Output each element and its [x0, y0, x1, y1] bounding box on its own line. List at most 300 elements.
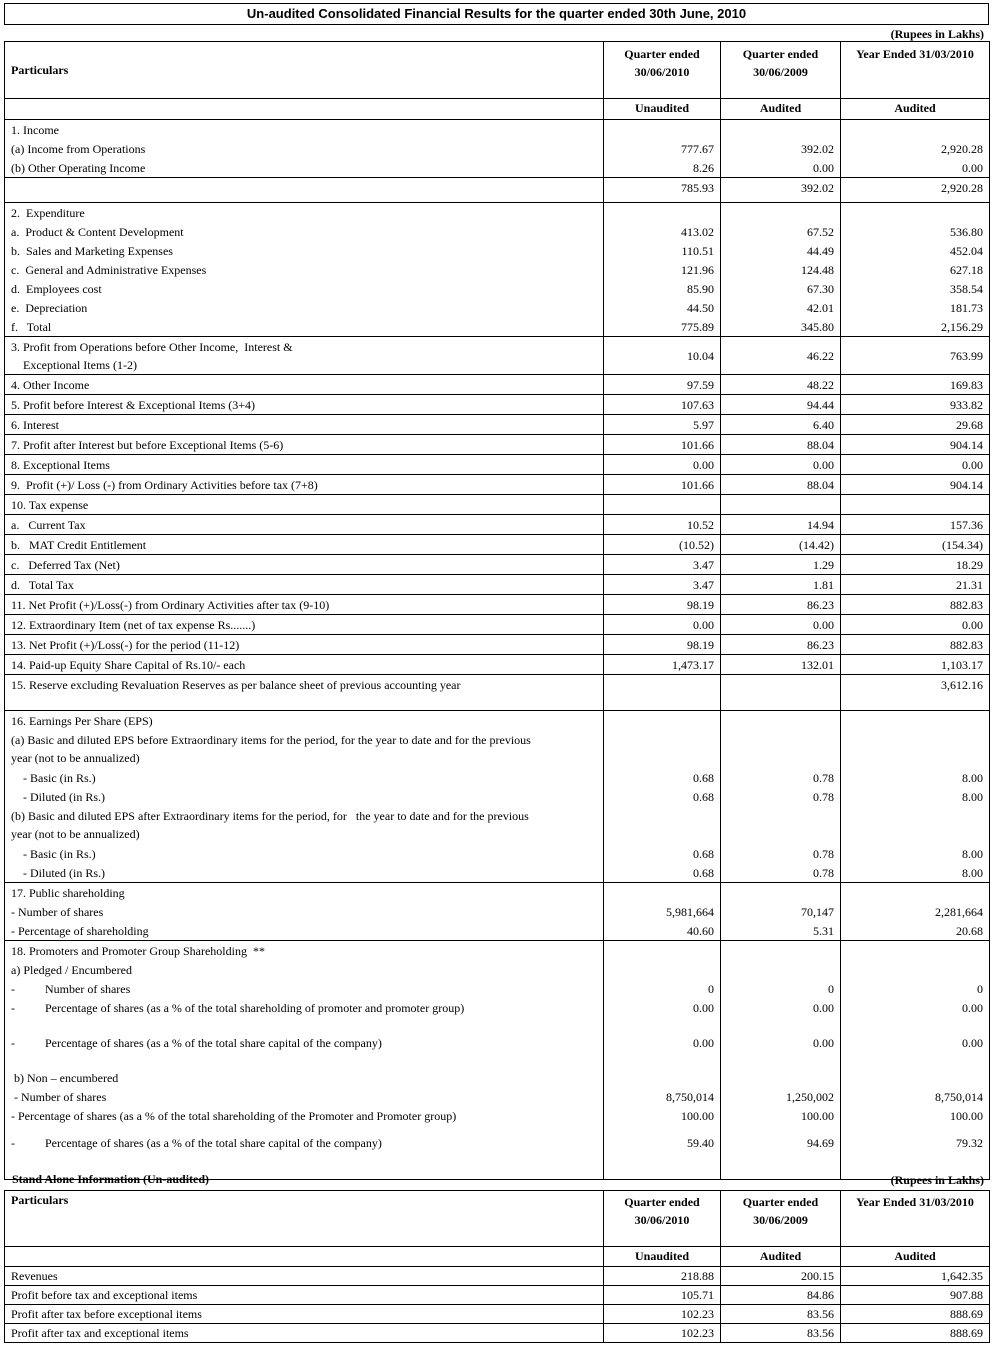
row-value-col2: 0.00 — [721, 1033, 841, 1068]
row-value-col3: 0.00 — [841, 1033, 990, 1068]
col1-header: Quarter ended 30/06/2010 — [604, 42, 721, 99]
report-title: Un-audited Consolidated Financial Results for the quarter ended 30th June, 2010 — [4, 3, 989, 25]
row-value-col2: 44.49 — [721, 241, 841, 260]
table-row — [5, 515, 990, 535]
table-row — [5, 435, 990, 455]
row-value-col2 — [721, 203, 841, 223]
table-row — [5, 863, 990, 883]
standalone-row-label: Profit after tax before exceptional items — [5, 1305, 604, 1324]
row-label — [5, 495, 604, 515]
row-value-col2: 86.23 — [721, 635, 841, 655]
table-row — [5, 921, 990, 941]
row-value-col1 — [604, 960, 721, 979]
row-value-col1: 0.00 — [604, 455, 721, 475]
row-label-text: (a) Income from Operations — [11, 142, 146, 156]
row-value-col1: 110.51 — [604, 241, 721, 260]
table-row — [5, 158, 990, 178]
row-value-col3: 2,920.28 — [841, 139, 990, 158]
row-label — [5, 883, 604, 903]
row-label — [5, 475, 604, 495]
row-value-col2: 88.04 — [721, 435, 841, 455]
row-value-col3 — [841, 806, 990, 844]
row-value-col2: 0.78 — [721, 768, 841, 787]
row-label-text: b. Sales and Marketing Expenses — [11, 244, 173, 258]
col3-status: Audited — [841, 99, 990, 120]
row-label-text: c. General and Administrative Expenses — [11, 263, 207, 277]
row-value-col1: 40.60 — [604, 921, 721, 941]
row-value-col1: 3.47 — [604, 575, 721, 595]
row-value-col2: 392.02 — [721, 178, 841, 203]
table-row — [5, 979, 990, 998]
row-label — [5, 787, 604, 806]
row-value-col1: (10.52) — [604, 535, 721, 555]
row-label — [5, 635, 604, 655]
row-value-col2: 6.40 — [721, 415, 841, 435]
row-label — [5, 768, 604, 787]
row-value-col3: 452.04 — [841, 241, 990, 260]
row-label — [5, 941, 604, 961]
row-value-col2: 67.52 — [721, 222, 841, 241]
row-label — [5, 139, 604, 158]
table-row — [5, 711, 990, 731]
table-row — [5, 655, 990, 675]
unit-note: (Rupees in Lakhs) — [890, 27, 984, 41]
row-label-text: 7. Profit after Interest but before Exceptional Items (5-6) — [11, 438, 284, 452]
row-value-col2: 46.22 — [721, 337, 841, 375]
row-value-col1: 3.47 — [604, 555, 721, 575]
row-value-col3 — [841, 120, 990, 140]
row-value-col1: 413.02 — [604, 222, 721, 241]
row-value-col3: 8.00 — [841, 768, 990, 787]
row-label-text: - Percentage of shares (as a % of the total shareholding of the Promoter and Promoter group) — [11, 1109, 457, 1123]
table-row — [5, 535, 990, 555]
row-label-text: a. Product & Content Development — [11, 225, 184, 239]
row-label — [5, 375, 604, 395]
table-row — [5, 675, 990, 711]
row-label-text: e. Depreciation — [11, 301, 88, 315]
row-label-text: d. Employees cost — [11, 282, 102, 296]
status-blank — [5, 99, 604, 120]
row-label — [5, 260, 604, 279]
row-label — [5, 730, 604, 768]
standalone-value-col2: 84.86 — [721, 1286, 841, 1305]
row-value-col1: 0.68 — [604, 787, 721, 806]
row-value-col1 — [604, 883, 721, 903]
row-value-col2: 86.23 — [721, 595, 841, 615]
standalone-value-col1: 105.71 — [604, 1286, 721, 1305]
table-row — [5, 317, 990, 337]
row-label — [5, 158, 604, 178]
row-label — [5, 806, 604, 844]
table-row — [5, 615, 990, 635]
row-label — [5, 675, 604, 711]
row-value-col2: 0.78 — [721, 787, 841, 806]
table-row — [5, 475, 990, 495]
table-row — [5, 768, 990, 787]
row-value-col1: 0.00 — [604, 1033, 721, 1068]
row-value-col3: 79.32 — [841, 1133, 990, 1179]
row-value-col3: 0.00 — [841, 998, 990, 1033]
row-value-col1: 59.40 — [604, 1133, 721, 1179]
row-value-col3: 181.73 — [841, 298, 990, 317]
row-value-col3 — [841, 941, 990, 961]
table-row — [5, 1106, 990, 1133]
row-value-col1: 98.19 — [604, 635, 721, 655]
table-row — [5, 178, 990, 203]
row-label-text: a. Current Tax — [11, 518, 86, 532]
row-value-col2: 94.44 — [721, 395, 841, 415]
standalone-col1-status: Unaudited — [604, 1247, 721, 1267]
row-value-col1: 8,750,014 — [604, 1087, 721, 1106]
row-value-col1: 5,981,664 — [604, 902, 721, 921]
row-value-col1: 785.93 — [604, 178, 721, 203]
table-row — [5, 241, 990, 260]
row-label-text: (b) Basic and diluted EPS after Extraordinary items for the period, for the year to date and for the previous — [11, 809, 529, 823]
row-value-col2: 0.78 — [721, 844, 841, 863]
row-label-text: 11. Net Profit (+)/Loss(-) from Ordinary Activities after tax (9-10) — [11, 598, 330, 612]
row-label-text: a) Pledged / Encumbered — [11, 963, 132, 977]
row-label-text: f. Total — [11, 320, 52, 334]
table-row — [5, 998, 990, 1033]
row-label-text: - Number of shares — [11, 1090, 107, 1104]
table-row — [5, 1087, 990, 1106]
row-value-col2: 94.69 — [721, 1133, 841, 1179]
row-value-col3 — [841, 730, 990, 768]
table-row — [5, 555, 990, 575]
standalone-row — [5, 1286, 990, 1305]
row-label-text: - Basic (in Rs.) — [23, 847, 96, 861]
row-value-col3: 904.14 — [841, 435, 990, 455]
row-label-text: - Number of shares — [11, 905, 104, 919]
row-label — [5, 415, 604, 435]
table-row — [5, 575, 990, 595]
row-label-text: b) Non – encumbered — [11, 1071, 119, 1085]
standalone-value-col3: 888.69 — [841, 1305, 990, 1324]
row-value-col1: 101.66 — [604, 435, 721, 455]
particulars-header: Particulars — [5, 42, 604, 99]
row-label-text: 18. Promoters and Promoter Group Shareholding ** — [11, 944, 265, 958]
row-value-col3: 8.00 — [841, 863, 990, 883]
row-label-text: b. MAT Credit Entitlement — [11, 538, 147, 552]
row-value-col2: 124.48 — [721, 260, 841, 279]
row-label — [5, 902, 604, 921]
row-value-col1 — [604, 806, 721, 844]
row-value-col1: 5.97 — [604, 415, 721, 435]
row-value-col3: 2,920.28 — [841, 178, 990, 203]
row-label — [5, 575, 604, 595]
standalone-value-col1: 102.23 — [604, 1324, 721, 1343]
row-label — [5, 535, 604, 555]
row-value-col1: 85.90 — [604, 279, 721, 298]
row-value-col3: 2,281,664 — [841, 902, 990, 921]
row-label-text: 6. Interest — [11, 418, 59, 432]
col1-status: Unaudited — [604, 99, 721, 120]
row-value-col3: 904.14 — [841, 475, 990, 495]
row-label — [5, 435, 604, 455]
table-row — [5, 455, 990, 475]
row-value-col3: 0.00 — [841, 158, 990, 178]
row-label — [5, 222, 604, 241]
row-value-col2 — [721, 883, 841, 903]
row-value-col3: 933.82 — [841, 395, 990, 415]
row-value-col3: 882.83 — [841, 635, 990, 655]
row-value-col1 — [604, 495, 721, 515]
row-value-col3: 882.83 — [841, 595, 990, 615]
standalone-row-label: Profit after tax and exceptional items — [5, 1324, 604, 1343]
table-row — [5, 902, 990, 921]
table-row — [5, 787, 990, 806]
table-row — [5, 960, 990, 979]
standalone-value-col1: 218.88 — [604, 1267, 721, 1286]
row-label-text: 1. Income — [11, 123, 59, 137]
row-label-text: 5. Profit before Interest & Exceptional Items (3+4) — [11, 398, 256, 412]
standalone-unit-note: (Rupees in Lakhs) — [890, 1173, 984, 1187]
row-value-col2: 392.02 — [721, 139, 841, 158]
row-value-col2: 67.30 — [721, 279, 841, 298]
row-value-col3: 8.00 — [841, 844, 990, 863]
table-row — [5, 260, 990, 279]
row-value-col2: 1.81 — [721, 575, 841, 595]
standalone-row-label: Revenues — [5, 1267, 604, 1286]
row-label — [5, 1068, 604, 1087]
row-value-col2: 48.22 — [721, 375, 841, 395]
row-label-text-line2: Exceptional Items (1-2) — [23, 358, 137, 372]
standalone-row — [5, 1267, 990, 1286]
row-value-col2 — [721, 711, 841, 731]
row-label-text: - Percentage of shares (as a % of the total share capital of the company) — [11, 1136, 382, 1150]
row-value-col2 — [721, 960, 841, 979]
row-value-col2 — [721, 806, 841, 844]
row-label-text-line2: year (not to be annualized) — [11, 827, 140, 841]
row-label — [5, 395, 604, 415]
col3-header: Year Ended 31/03/2010 — [841, 42, 990, 99]
row-label-text: 4. Other Income — [11, 378, 90, 392]
row-label — [5, 241, 604, 260]
row-label — [5, 455, 604, 475]
row-value-col2: 345.80 — [721, 317, 841, 337]
row-value-col1: 0.68 — [604, 768, 721, 787]
row-label — [5, 515, 604, 535]
row-value-col1: 0.68 — [604, 844, 721, 863]
standalone-col1-header: Quarter ended 30/06/2010 — [604, 1191, 721, 1247]
row-value-col2 — [721, 1068, 841, 1087]
row-value-col2: 5.31 — [721, 921, 841, 941]
row-value-col1: 8.26 — [604, 158, 721, 178]
row-value-col2: 70,147 — [721, 902, 841, 921]
row-value-col2 — [721, 730, 841, 768]
row-value-col3: 0 — [841, 979, 990, 998]
row-value-col3: 8,750,014 — [841, 1087, 990, 1106]
row-label-text: 12. Extraordinary Item (net of tax expense Rs.......) — [11, 618, 256, 632]
standalone-header-row — [5, 1191, 990, 1247]
standalone-value-col3: 1,642.35 — [841, 1267, 990, 1286]
row-label — [5, 1106, 604, 1133]
row-value-col1 — [604, 941, 721, 961]
standalone-row-label: Profit before tax and exceptional items — [5, 1286, 604, 1305]
row-value-col3: 157.36 — [841, 515, 990, 535]
row-value-col1 — [604, 120, 721, 140]
row-label — [5, 298, 604, 317]
row-value-col1: 98.19 — [604, 595, 721, 615]
row-label-text: 16. Earnings Per Share (EPS) — [11, 714, 153, 728]
row-label-text: 3. Profit from Operations before Other Income, Interest & — [11, 340, 293, 354]
row-value-col3: 1,103.17 — [841, 655, 990, 675]
table-row — [5, 395, 990, 415]
table-row — [5, 844, 990, 863]
table-row — [5, 139, 990, 158]
row-value-col2: 1.29 — [721, 555, 841, 575]
row-value-col2: 0 — [721, 979, 841, 998]
row-value-col1: 10.04 — [604, 337, 721, 375]
row-value-col3: 536.80 — [841, 222, 990, 241]
row-value-col3: (154.34) — [841, 535, 990, 555]
row-label — [5, 120, 604, 140]
row-label-text: - Percentage of shareholding — [11, 924, 149, 938]
row-label-text: (a) Basic and diluted EPS before Extraordinary items for the period, for the year to date and for the previous — [11, 733, 531, 747]
row-value-col2 — [721, 941, 841, 961]
row-value-col2: 14.94 — [721, 515, 841, 535]
table-row — [5, 298, 990, 317]
col2-status: Audited — [721, 99, 841, 120]
status-row — [5, 99, 990, 120]
row-label — [5, 844, 604, 863]
row-value-col1: 10.52 — [604, 515, 721, 535]
row-value-col1: 1,473.17 — [604, 655, 721, 675]
row-label — [5, 960, 604, 979]
row-value-col1: 107.63 — [604, 395, 721, 415]
table-row — [5, 375, 990, 395]
row-value-col3: 0.00 — [841, 615, 990, 635]
row-value-col3: 3,612.16 — [841, 675, 990, 711]
row-value-col2: 42.01 — [721, 298, 841, 317]
table-row — [5, 337, 990, 375]
row-value-col3: 21.31 — [841, 575, 990, 595]
standalone-col2-header: Quarter ended 30/06/2009 — [721, 1191, 841, 1247]
row-value-col1: 0 — [604, 979, 721, 998]
standalone-value-col2: 83.56 — [721, 1305, 841, 1324]
row-value-col2: 0.00 — [721, 615, 841, 635]
row-label-text: d. Total Tax — [11, 578, 74, 592]
standalone-col3-header: Year Ended 31/03/2010 — [841, 1191, 990, 1247]
row-value-col1 — [604, 730, 721, 768]
row-value-col2: 0.00 — [721, 998, 841, 1033]
standalone-particulars-header: Particulars — [5, 1191, 604, 1247]
row-value-col1 — [604, 1068, 721, 1087]
row-value-col2: 0.00 — [721, 455, 841, 475]
row-value-col1: 0.68 — [604, 863, 721, 883]
row-label-text: 15. Reserve excluding Revaluation Reserves as per balance sheet of previous accounting year — [11, 678, 461, 692]
row-value-col3: 627.18 — [841, 260, 990, 279]
row-value-col1: 121.96 — [604, 260, 721, 279]
standalone-status-blank — [5, 1247, 604, 1267]
row-value-col1 — [604, 203, 721, 223]
row-label — [5, 979, 604, 998]
table-row — [5, 415, 990, 435]
header-row — [5, 42, 990, 99]
row-label — [5, 317, 604, 337]
row-label — [5, 711, 604, 731]
table-row — [5, 279, 990, 298]
standalone-value-col2: 200.15 — [721, 1267, 841, 1286]
table-row — [5, 1068, 990, 1087]
row-value-col3: 169.83 — [841, 375, 990, 395]
row-value-col1: 101.66 — [604, 475, 721, 495]
row-value-col1: 775.89 — [604, 317, 721, 337]
row-value-col3 — [841, 495, 990, 515]
row-label-text: - Number of shares — [11, 982, 131, 996]
row-label-text: 10. Tax expense — [11, 498, 89, 512]
table-row — [5, 883, 990, 903]
row-value-col2 — [721, 495, 841, 515]
row-value-col3: 763.99 — [841, 337, 990, 375]
row-value-col1: 0.00 — [604, 998, 721, 1033]
row-value-col1 — [604, 711, 721, 731]
row-value-col3: 29.68 — [841, 415, 990, 435]
table-row — [5, 1033, 990, 1068]
row-label-text: 9. Profit (+)/ Loss (-) from Ordinary Activities before tax (7+8) — [11, 478, 318, 492]
row-value-col3: 2,156.29 — [841, 317, 990, 337]
row-value-col1: 0.00 — [604, 615, 721, 635]
row-value-col3: 100.00 — [841, 1106, 990, 1133]
table-row — [5, 806, 990, 844]
standalone-value-col3: 907.88 — [841, 1286, 990, 1305]
table-row — [5, 120, 990, 140]
table-row — [5, 595, 990, 615]
row-label — [5, 279, 604, 298]
row-value-col2: 0.78 — [721, 863, 841, 883]
row-value-col3 — [841, 883, 990, 903]
row-label-text: 8. Exceptional Items — [11, 458, 110, 472]
row-label-text-line2: year (not to be annualized) — [11, 751, 140, 765]
row-label — [5, 595, 604, 615]
row-value-col3 — [841, 960, 990, 979]
row-value-col3 — [841, 711, 990, 731]
row-label-text: - Diluted (in Rs.) — [23, 866, 105, 880]
row-value-col2: 132.01 — [721, 655, 841, 675]
row-value-col3: 358.54 — [841, 279, 990, 298]
row-value-col3 — [841, 1068, 990, 1087]
row-value-col1 — [604, 675, 721, 711]
row-label — [5, 1033, 604, 1068]
row-label — [5, 178, 604, 203]
table-row — [5, 203, 990, 223]
standalone-col2-status: Audited — [721, 1247, 841, 1267]
table-row — [5, 635, 990, 655]
table-row — [5, 222, 990, 241]
standalone-status-row — [5, 1247, 990, 1267]
row-value-col2: (14.42) — [721, 535, 841, 555]
row-value-col3: 18.29 — [841, 555, 990, 575]
results-table — [4, 41, 990, 1180]
row-label-text: 14. Paid-up Equity Share Capital of Rs.10/- each — [11, 658, 246, 672]
standalone-row — [5, 1324, 990, 1343]
row-label-text: - Diluted (in Rs.) — [23, 790, 105, 804]
row-value-col1: 777.67 — [604, 139, 721, 158]
table-row — [5, 941, 990, 961]
standalone-row — [5, 1305, 990, 1324]
row-label — [5, 655, 604, 675]
row-label-text: 17. Public shareholding — [11, 886, 125, 900]
row-label-text: - Percentage of shares (as a % of the total share capital of the company) — [11, 1036, 382, 1050]
row-value-col3: 0.00 — [841, 455, 990, 475]
row-value-col2: 88.04 — [721, 475, 841, 495]
standalone-title: Stand Alone Information (Un-audited) — [12, 1172, 210, 1186]
row-label-text: - Percentage of shares (as a % of the total shareholding of promoter and promoter group) — [11, 1001, 465, 1015]
row-value-col3 — [841, 203, 990, 223]
row-label — [5, 337, 604, 375]
standalone-table — [4, 1190, 990, 1343]
row-value-col3: 20.68 — [841, 921, 990, 941]
